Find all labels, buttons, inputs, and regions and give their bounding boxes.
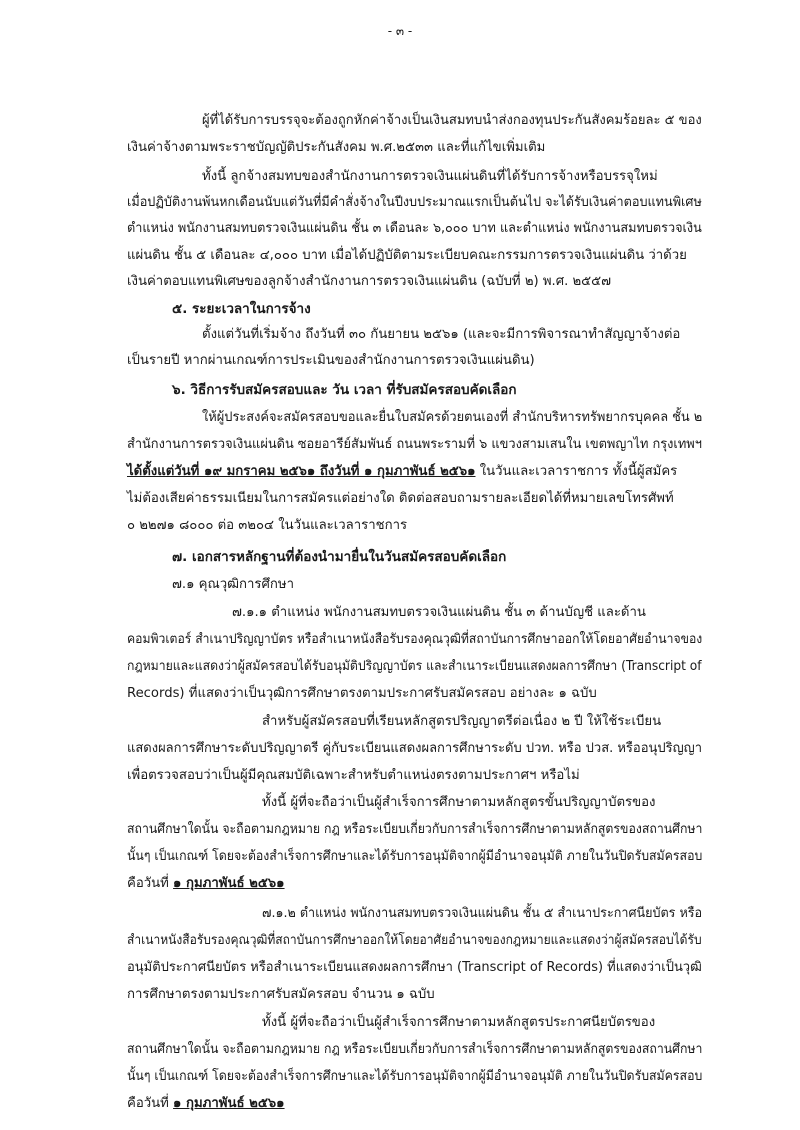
paragraph-line [127, 247, 687, 265]
paragraph-line [127, 986, 435, 1004]
text-run: คือวันที่ [127, 876, 174, 891]
text-run: ๗.๑ คุณวุฒิการศึกษา [172, 577, 294, 592]
paragraph-line [127, 1068, 702, 1086]
paragraph-line [127, 658, 702, 676]
text-run: ทั้งนี้ ผู้ที่จะถือว่าเป็นผู้สำเร็จการศึกษาตามหลักสูตรประกาศนียบัตรของ [262, 1015, 656, 1030]
text-run: ๖. วิธีการรับสมัครสอบและ วัน เวลา ที่รับสมัครสอบคัดเลือก [172, 382, 517, 398]
underlined-date: ๑ กุมภาพันธ์ ๒๕๖๑ [173, 876, 285, 891]
paragraph-line [127, 139, 545, 157]
paragraph-line [262, 1014, 655, 1032]
paragraph-line [127, 875, 285, 893]
text-run: สำนักงานการตรวจเงินแผ่นดิน ซอยอารีย์สัมพันธ์ ถนนพระรามที่ ๖ แขวงสามเสนใน เขตพญาไท กรุงเทพฯ [127, 437, 702, 452]
paragraph-line [202, 409, 702, 427]
text-run: ๐ ๒๒๗๑ ๘๐๐๐ ต่อ ๓๒๐๔ ในวันและเวลาราชการ [127, 518, 408, 533]
text-run: ผู้ที่ได้รับการบรรจุจะต้องถูกหักค่าจ้างเป็นเงินสมทบนำส่งกองทุนประกันสังคมร้อยละ ๕ ของ [202, 113, 702, 128]
paragraph-line [127, 436, 702, 454]
paragraph-line [127, 932, 702, 950]
paragraph-line [127, 1095, 285, 1113]
text-run: ตำแหน่ง พนักงานสมทบตรวจเงินแผ่นดิน ชั้น ๓ เดือนละ ๖,๐๐๐ บาท และตำแหน่ง พนักงานสมทบตรวจเงิน [127, 221, 702, 236]
paragraph-line [202, 112, 702, 130]
text-run: ๗. เอกสารหลักฐานที่ต้องนำมายื่นในวันสมัครสอบคัดเลือก [172, 549, 507, 565]
paragraph-line [127, 352, 535, 370]
section-heading [172, 300, 311, 318]
text-run: เงินค่าจ้างตามพระราชบัญญัติประกันสังคม พ.ศ.๒๕๓๓ และที่แก้ไขเพิ่มเติม [127, 140, 546, 155]
text-run: กฎหมายและแสดงว่าผู้สมัครสอบได้รับอนุมัติปริญญาบัตร และสำเนาระเบียนแสดงผลการศึกษา (Transcript of [127, 659, 702, 674]
text-run: เมื่อปฏิบัติงานพ้นหกเดือนนับแต่วันที่มีคำสั่งจ้างในปีงบประมาณแรกเป็นต้นไป จะได้รับเงินค่าตอบแทนพิเศษ [127, 195, 702, 210]
text-run: ทั้งนี้ ผู้ที่จะถือว่าเป็นผู้สำเร็จการศึกษาตามหลักสูตรขั้นปริญญาบัตรของ [262, 795, 656, 810]
paragraph-line [127, 821, 702, 839]
paragraph-line [127, 490, 674, 508]
paragraph-line [202, 326, 680, 344]
paragraph-line [262, 794, 655, 812]
paragraph-line [127, 273, 611, 291]
paragraph-line [127, 767, 580, 785]
paragraph-line [262, 713, 661, 731]
text-run: ๗.๑.๑ ตำแหน่ง พนักงานสมทบตรวจเงินแผ่นดิน ชั้น ๓ ด้านบัญชี และด้าน [232, 605, 646, 620]
text-run: สำหรับผู้สมัครสอบที่เรียนหลักสูตรปริญญาตรีต่อเนื่อง ๒ ปี ให้ใช้ระเบียน [262, 714, 662, 729]
paragraph-line [127, 194, 702, 212]
section-heading [172, 381, 517, 399]
text-run: คือวันที่ [127, 1096, 174, 1111]
paragraph-line [127, 220, 702, 238]
text-run: ไม่ต้องเสียค่าธรรมเนียมในการสมัครแต่อย่างใด ติดต่อสอบถามรายละเอียดได้ที่หมายเลขโทรศัพท์ [127, 491, 674, 506]
underlined-date: ได้ตั้งแต่วันที่ ๑๙ มกราคม ๒๕๖๑ ถึงวันที่ ๑ กุมภาพันธ์ ๒๕๖๑ [127, 464, 476, 479]
section-heading [172, 548, 506, 566]
text-run: อนุมัติประกาศนียบัตร หรือสำเนาระเบียนแสดงผลการศึกษา (Transcript of Records) ที่แสดงว่าเป็นวุฒิ [127, 960, 702, 975]
text-run: คอมพิวเตอร์ สำเนาปริญญาบัตร หรือสำเนาหนังสือรับรองคุณวุฒิที่สถาบันการศึกษาออกให้โดยอาศัยอำนาจของ [127, 632, 703, 647]
paragraph-line [127, 631, 702, 649]
text-run: การศึกษาตรงตามประกาศรับสมัครสอบ จำนวน ๑ ฉบับ [127, 987, 435, 1002]
page-number: - ๓ - [387, 24, 413, 38]
paragraph-line [127, 1041, 702, 1059]
text-run: ทั้งนี้ ลูกจ้างสมทบของสำนักงานการตรวจเงินแผ่นดินที่ได้รับการจ้างหรือบรรจุใหม่ [202, 169, 658, 184]
text-run: เพื่อตรวจสอบว่าเป็นผู้มีคุณสมบัติเฉพาะสำหรับตำแหน่งตรงตามประกาศฯ หรือไม่ [127, 768, 580, 783]
text-run: เป็นรายปี หากผ่านเกณฑ์การประเมินของสำนักงานการตรวจเงินแผ่นดิน) [127, 353, 535, 368]
text-run: Records) ที่แสดงว่าเป็นวุฒิการศึกษาตรงตามประกาศรับสมัครสอบ อย่างละ ๑ ฉบับ [127, 686, 597, 701]
underlined-date: ๑ กุมภาพันธ์ ๒๕๖๑ [173, 1096, 285, 1111]
paragraph-line [127, 740, 702, 758]
text-run: สถานศึกษาใดนั้น จะถือตามกฎหมาย กฎ หรือระเบียบเกี่ยวกับการสำเร็จการศึกษาตามหลักสูตรของสถานศึกษา [127, 822, 703, 837]
text-run: สถานศึกษาใดนั้น จะถือตามกฎหมาย กฎ หรือระเบียบเกี่ยวกับการสำเร็จการศึกษาตามหลักสูตรของสถานศึกษา [127, 1042, 703, 1057]
paragraph-line [202, 168, 658, 186]
text-run: ๗.๑.๒ ตำแหน่ง พนักงานสมทบตรวจเงินแผ่นดิน ชั้น ๕ สำเนาประกาศนียบัตร หรือ [262, 906, 703, 921]
text-run: นั้นๆ เป็นเกณฑ์ โดยจะต้องสำเร็จการศึกษาและได้รับการอนุมัติจากผู้มีอำนาจอนุมัติ ภายในวันปิดรับสมัครสอบ [127, 1069, 703, 1084]
text-run: เงินค่าตอบแทนพิเศษของลูกจ้างสำนักงานการตรวจเงินแผ่นดิน (ฉบับที่ ๒) พ.ศ. ๒๕๕๗ [127, 274, 612, 289]
paragraph-line [262, 905, 702, 923]
text-run: นั้นๆ เป็นเกณฑ์ โดยจะต้องสำเร็จการศึกษาและได้รับการอนุมัติจากผู้มีอำนาจอนุมัติ ภายในวันปิดรับสมัครสอบ [127, 849, 703, 864]
paragraph-line [232, 604, 646, 622]
text-run: แสดงผลการศึกษาระดับปริญญาตรี คู่กับระเบียนแสดงผลการศึกษาระดับ ปวท. หรือ ปวส. หรืออนุปริญญา [127, 741, 703, 756]
paragraph-line [127, 517, 407, 535]
text-run: ๕. ระยะเวลาในการจ้าง [172, 301, 311, 317]
text-run: สำเนาหนังสือรับรองคุณวุฒิที่สถาบันการศึกษาออกให้โดยอาศัยอำนาจของกฎหมายและแสดงว่าผู้สมัครสอบได้รับ [127, 933, 702, 948]
text-run: แผ่นดิน ชั้น ๕ เดือนละ ๔,๐๐๐ บาท เมื่อได้ปฏิบัติตามระเบียบคณะกรรมการตรวจเงินแผ่นดิน ว่าด้วย [127, 248, 687, 263]
text-run: ในวันและเวลาราชการ ทั้งนี้ผู้สมัคร [475, 464, 678, 479]
paragraph-line [127, 848, 702, 866]
text-run: ตั้งแต่วันที่เริ่มจ้าง ถึงวันที่ ๓๐ กันยายน ๒๕๖๑ (และจะมีการพิจารณาทำสัญญาจ้างต่อ [202, 327, 681, 342]
paragraph-line [127, 685, 597, 703]
paragraph-line [172, 576, 294, 594]
paragraph-line [127, 959, 702, 977]
text-run: ให้ผู้ประสงค์จะสมัครสอบขอและยื่นใบสมัครด้วยตนเองที่ สำนักบริหารทรัพยากรบุคคล ชั้น ๒ [202, 410, 703, 425]
paragraph-line [127, 463, 677, 481]
